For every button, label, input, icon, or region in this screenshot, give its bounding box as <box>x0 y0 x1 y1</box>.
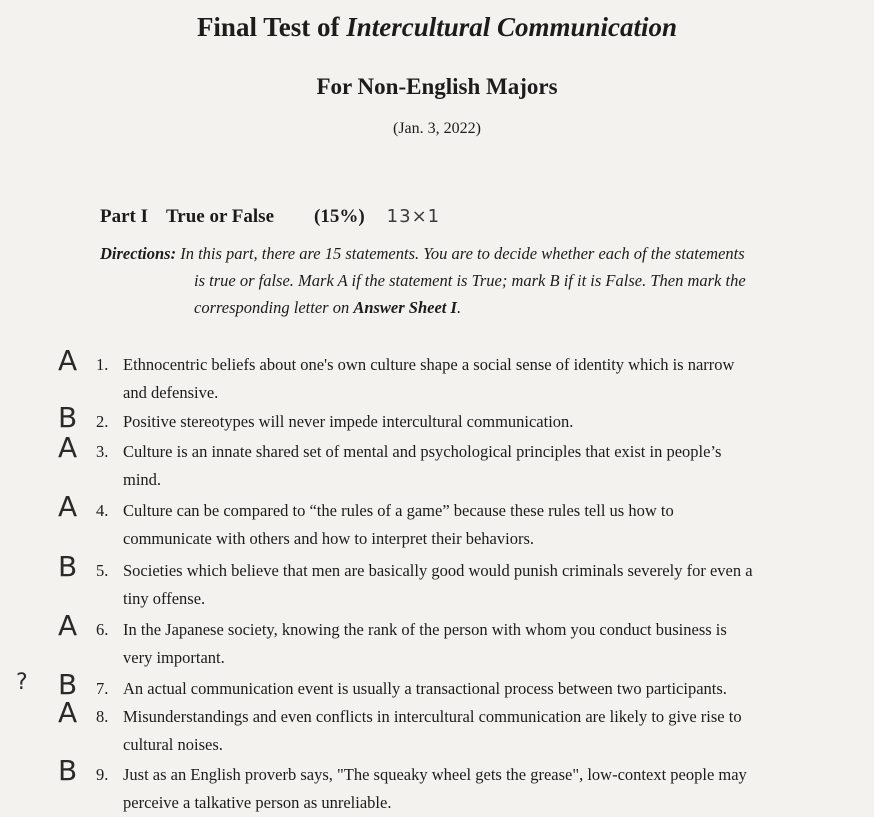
question-number: 2. <box>96 412 109 431</box>
question-text: Positive stereotypes will never impede intercultural communication. <box>123 412 574 431</box>
directions-line-3: corresponding letter on Answer Sheet I. <box>194 298 462 317</box>
question-text: Just as an English proverb says, "The squeaky wheel gets the grease", low-context people may perceive a talkative person as unreliable. <box>123 765 747 812</box>
question-text: Misunderstandings and even conflicts in intercultural communication are likely to give rise to cultural noises. <box>123 707 742 754</box>
handwritten-answer: A <box>58 696 78 729</box>
question-number: 9. <box>96 765 109 784</box>
handwritten-answer: A <box>58 344 78 377</box>
question-number: 8. <box>96 707 109 726</box>
directions-line-2: is true or false. Mark A if the statement is True; mark B if it is False. Then mark the <box>194 271 746 290</box>
question-number: 4. <box>96 501 109 520</box>
question-text: In the Japanese society, knowing the rank of the person with whom you conduct business is very important. <box>123 620 727 667</box>
page-subtitle: For Non-English Majors <box>316 74 558 99</box>
handwritten-answer: B <box>58 668 78 701</box>
question-text: An actual communication event is usually a transactional process between two participants. <box>123 679 727 698</box>
handwritten-answer: B <box>58 754 78 787</box>
question-text: Culture can be compared to “the rules of a game” because these rules tell us how to communicate with others and how to interpret their behaviors. <box>123 501 674 548</box>
handwritten-answer: A <box>58 490 78 523</box>
question-text: Ethnocentric beliefs about one's own culture shape a social sense of identity which is narrow and defensive. <box>123 355 735 402</box>
question-number: 3. <box>96 442 109 461</box>
directions-block <box>100 240 870 321</box>
handwritten-answer: A <box>58 609 78 642</box>
handwritten-answer: B <box>58 401 78 434</box>
question-number: 1. <box>96 355 109 374</box>
question-number: 7. <box>96 679 109 698</box>
part-points: (15%) <box>314 206 365 227</box>
handwritten-answer: B <box>58 550 78 583</box>
question-number: 5. <box>96 561 109 580</box>
question-number: 6. <box>96 620 109 639</box>
question-text: Societies which believe that men are basically good would punish criminals severely for even a tiny offense. <box>123 561 753 608</box>
part-label: Part I <box>100 206 149 227</box>
directions-line-1: In this part, there are 15 statements. You are to decide whether each of the statements <box>176 244 745 263</box>
title-course-name: Intercultural Communication <box>346 12 678 42</box>
page-title: Final Test of Intercultural Communication <box>196 12 678 42</box>
question-text: Culture is an innate shared set of mental and psychological principles that exist in people’s mind. <box>123 442 722 489</box>
handwritten-answer: A <box>58 431 78 464</box>
part-heading <box>100 206 440 228</box>
part-name: True or False <box>166 206 275 227</box>
directions-label: Directions: <box>100 244 177 263</box>
handwritten-question-mark: ? <box>16 670 28 695</box>
exam-date: (Jan. 3, 2022) <box>393 120 481 137</box>
handwritten-score-note: 13×1 <box>386 206 441 227</box>
